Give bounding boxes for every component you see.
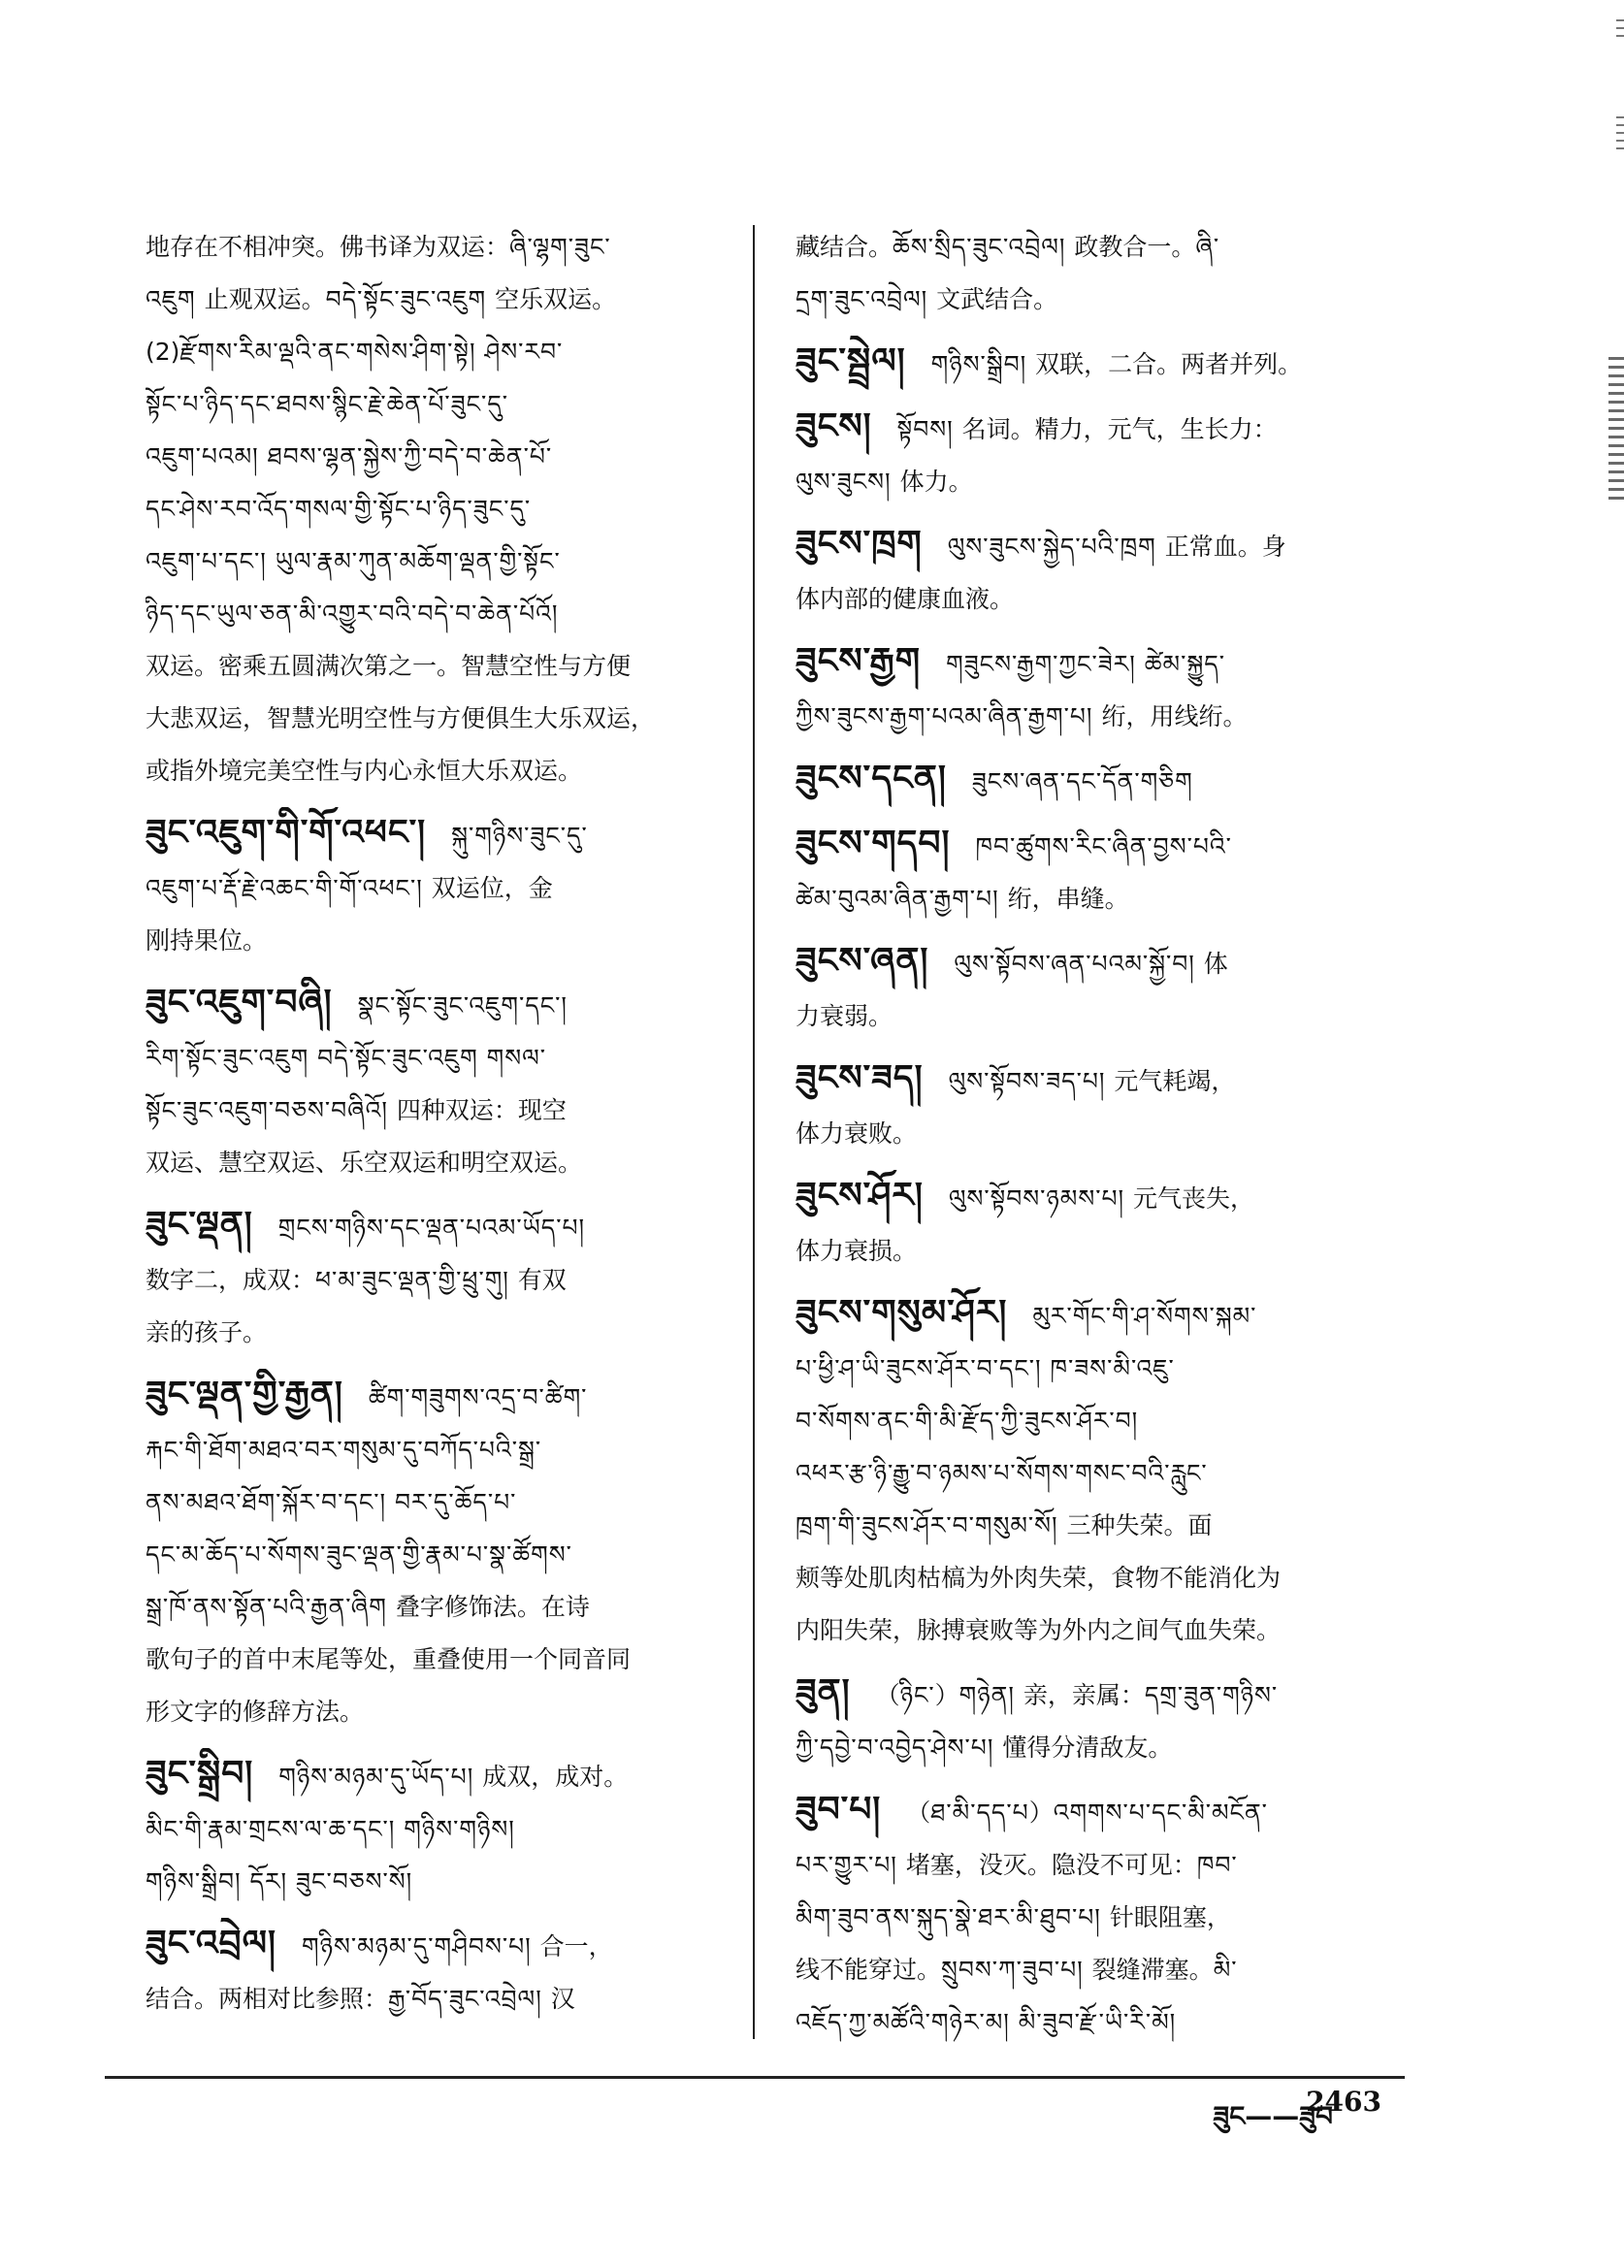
entry-line xyxy=(796,753,1416,808)
entry-line xyxy=(796,818,1416,873)
entry-line xyxy=(796,1170,1416,1225)
entry-line xyxy=(796,1784,1416,1839)
chinese-text: 有双 xyxy=(517,1266,567,1294)
chinese-text: 体 xyxy=(1203,950,1228,978)
scan-edge-marks-top xyxy=(1616,19,1624,43)
tibetan-text: དགྲ་ཟུན་གཉིས་ xyxy=(1144,1681,1279,1709)
tibetan-text: གཉིས་སྒྲིབ། དོར། ཟུང་བཅས་སོ། xyxy=(146,1867,413,1895)
dictionary-entry xyxy=(796,753,1416,808)
tibetan-text: ཀྱིས་ཟུངས་རྒྱག་པའམ་ཞིན་རྒྱག་པ། xyxy=(796,702,1102,730)
headword: ཟུང་ལྡན། xyxy=(146,1205,253,1245)
entry-line xyxy=(146,1199,728,1254)
chinese-text: 形文字的修辞方法。 xyxy=(146,1698,365,1726)
entry-line xyxy=(146,274,728,326)
tibetan-text: དང་ཤེས་རབ་འོད་གསལ་གྱི་སྟོང་པ་ཉིད་ཟུང་དུ་ xyxy=(146,495,532,523)
tibetan-text: ཚིག་གཟུགས་འདྲ་བ་ཚིག་ xyxy=(368,1383,588,1411)
entry-line xyxy=(796,1287,1416,1343)
entry-line xyxy=(146,588,728,640)
tibetan-text: ཁབ་ xyxy=(1196,1851,1238,1879)
tibetan-text: ཚེམ་བུའམ་ཞིན་རྒྱག་པ། xyxy=(796,885,1008,913)
chinese-text: 双运。密乘五圆满次第之一。智慧空性与方便 xyxy=(146,652,632,680)
chinese-text: 亲，亲属： xyxy=(1023,1681,1145,1709)
entry-line xyxy=(796,1722,1416,1774)
headword: ཟུངས་ཤོར། xyxy=(796,1176,924,1215)
tibetan-text: བདེ་སྟོང་ཟུང་འཇུག xyxy=(325,285,496,313)
dictionary-entry xyxy=(146,977,728,1189)
tibetan-text: ཁབ་ཚུགས་རིང་ཞིན་བྱས་པའི་ xyxy=(975,832,1232,860)
tibetan-text: མི་ xyxy=(1213,1956,1238,1984)
dictionary-entry xyxy=(146,1369,728,1738)
chinese-text: 元气耗竭， xyxy=(1114,1067,1236,1095)
tibetan-text: ཕ་མ་ཟུང་ལྡན་གྱི་ཕྲུ་གུ། xyxy=(315,1266,518,1294)
entry-line xyxy=(146,483,728,535)
dictionary-entry xyxy=(796,1053,1416,1160)
entry-line xyxy=(796,1447,1416,1500)
tibetan-text: ཀྱི་དབྱེ་བ་འབྱེད་ཤེས་པ། xyxy=(796,1733,1003,1762)
entry-line xyxy=(146,977,728,1032)
tibetan-text: འཇུག་པ་རྡོ་རྗེ་འཆང་གི་གོ་འཕང་། xyxy=(146,874,432,902)
dictionary-entry xyxy=(796,1287,1416,1657)
entry-line xyxy=(146,326,728,378)
tibetan-text: མིང་གི་རྣམ་གྲངས་ལ་ཆ་དང་། གཉིས་གཉིས། xyxy=(146,1815,515,1843)
chinese-text: 堵塞，没灭。隐没不可见： xyxy=(905,1851,1197,1879)
entry-line xyxy=(146,1581,728,1634)
entry-line xyxy=(146,1085,728,1137)
entry-line xyxy=(796,1343,1416,1395)
tibetan-text: ལུས་སྟོབས་ཞན་པའམ་སྐྱོ་བ། xyxy=(954,950,1204,978)
chinese-text: 颊等处肌肉枯槁为外肉失荣，食物不能消化为 xyxy=(796,1564,1282,1592)
chinese-text: （ xyxy=(875,1681,900,1709)
entry-line xyxy=(146,1254,728,1307)
dictionary-entry xyxy=(796,635,1416,743)
tibetan-text: གཉིས་མཉམ་དུ་གཤིབས་པ། xyxy=(301,1932,540,1960)
headword: ཟུངས་གསུམ་ཤོར། xyxy=(796,1293,1008,1333)
chinese-text: 政教合一。 xyxy=(1074,233,1196,261)
chinese-text: 双运、慧空双运、乐空双运和明空双运。 xyxy=(146,1149,583,1177)
chinese-text: 裂缝滞塞。 xyxy=(1091,1956,1214,1984)
dictionary-entry xyxy=(796,818,1416,925)
chinese-text: 地存在不相冲突。佛书译为双运： xyxy=(146,233,510,261)
dictionary-entry xyxy=(796,1784,1416,2049)
column-divider xyxy=(753,225,755,2039)
dictionary-entry xyxy=(796,401,1416,508)
chinese-text: 数字二，成双： xyxy=(146,1266,316,1294)
chinese-text: 刚持果位。 xyxy=(146,926,268,955)
chinese-text: 叠字修饰法。在诗 xyxy=(395,1593,590,1621)
tibetan-text: རྒྱ་བོད་ཟུང་འབྲེལ། xyxy=(388,1985,551,2013)
entry-line xyxy=(146,1369,728,1424)
entry-line xyxy=(146,431,728,483)
chinese-text: 或指外境完美空性与内心永恒大乐双运。 xyxy=(146,757,583,785)
entry-line xyxy=(146,1476,728,1529)
dictionary-entry xyxy=(146,1199,728,1359)
tibetan-text: གཟུངས་རྒྱག་ཀྱང་ཟེར། ཚེམ་སྐྱུད་ xyxy=(946,650,1225,678)
dictionary-entry xyxy=(796,1170,1416,1278)
tibetan-text: མུར་གོང་གི་ཤ་སོགས་སྐམ་ xyxy=(1032,1302,1257,1330)
entry-line xyxy=(796,1892,1416,1944)
page-number: 2463 xyxy=(1306,2086,1381,2118)
chinese-text: 结合。两相对比参照： xyxy=(146,1985,389,2013)
tibetan-text: ལུས་ཟུངས་སྐྱེད་པའི་ཁྲག xyxy=(947,533,1165,561)
tibetan-text: ཟུངས་ཞན་དང་དོན་གཅིག xyxy=(971,767,1193,795)
headword: ཟུང་ལྡན་གྱི་རྒྱན། xyxy=(146,1375,343,1414)
tibetan-text: ལུས་སྟོབས་ཟད་པ། xyxy=(948,1067,1115,1095)
chinese-text: ） xyxy=(934,1681,959,1709)
tibetan-text: དང་མ་ཆོད་པ་སོགས་ཟུང་ལྡན་གྱི་རྣམ་པ་སྣ་ཚོགས་ xyxy=(146,1540,572,1569)
tibetan-text: ཞི་ xyxy=(1195,233,1220,261)
entry-line xyxy=(796,1604,1416,1657)
chinese-text: 体力衰损。 xyxy=(796,1237,918,1265)
dictionary-entry xyxy=(146,1748,728,1908)
tibetan-text: སྒྲ་ཁོ་ནས་སྟོན་པའི་རྒྱན་ཞིག xyxy=(146,1593,396,1621)
entry-line xyxy=(796,1108,1416,1160)
headword: ཟུངས། xyxy=(796,406,872,446)
entry-line xyxy=(796,518,1416,573)
chinese-text: 双联，二合。两者并列。 xyxy=(1035,350,1303,378)
chinese-text: 双运位，金 xyxy=(431,874,553,902)
continued-entry xyxy=(796,221,1416,326)
tibetan-text: མིག་ཟུབ་ནས་སྐུད་སྣེ་ཐར་མི་ཐུབ་པ། xyxy=(796,1903,1110,1931)
entry-line xyxy=(146,378,728,431)
tibetan-text: སྟོང་པ་ཉིད་དང་ཐབས་སྙིང་རྗེ་ཆེན་པོ་ཟུང་དུ་ xyxy=(146,390,509,418)
tibetan-text: ལུས་སྟོབས་ཉམས་པ། xyxy=(948,1184,1133,1213)
entry-line xyxy=(146,1973,728,2025)
tibetan-text: གྲངས་གཉིས་དང་ལྡན་པའམ་ཡོད་པ། xyxy=(277,1214,586,1242)
dictionary-entry xyxy=(796,336,1416,391)
entry-line xyxy=(146,807,728,862)
entry-line xyxy=(146,1856,728,1908)
dictionary-entry xyxy=(146,1918,728,2025)
headword: ཟུངས་ཁྲག xyxy=(796,524,923,564)
entry-line xyxy=(796,456,1416,508)
entry-line xyxy=(146,1918,728,1973)
tibetan-text: བ་སོགས་ནང་གི་མི་རྫོད་ཀྱི་ཟུངས་ཤོར་བ། xyxy=(796,1407,1139,1435)
tibetan-text: འཇོད་ཀྱ་མཚོའི་གཉེར་མ། མི་ཟུབ་རྫོ་ཡི་རི་མོ། xyxy=(796,2008,1177,2036)
chinese-text: 绗，用线绗。 xyxy=(1101,702,1248,730)
tibetan-text: འཇུག xyxy=(146,285,205,313)
entry-line xyxy=(146,1137,728,1189)
chinese-text: 空乐双运。 xyxy=(495,285,617,313)
headword: ཟུངས་ཟད། xyxy=(796,1058,924,1098)
right-column xyxy=(796,221,1416,2058)
headword: ཟུན། xyxy=(796,1672,851,1712)
tibetan-text: རྐང་གི་ཐོག་མཐའ་བར་གསུམ་དུ་བཀོད་པའི་སྒྲ་ xyxy=(146,1436,542,1464)
chinese-text: 内阳失荣，脉搏衰败等为外内之间气血失荣。 xyxy=(796,1616,1282,1644)
tibetan-text: གཉེན། xyxy=(958,1681,1023,1709)
dictionary-entry xyxy=(796,518,1416,626)
tibetan-text: སྟོབས། xyxy=(896,415,962,443)
tibetan-text: དྲག་ཟུང་འབྲེལ། xyxy=(796,285,937,313)
tibetan-text: གཉིས་སྒྲིབ། xyxy=(930,350,1036,378)
scan-edge-marks xyxy=(1608,357,1624,502)
entry-line xyxy=(146,693,728,745)
entry-line xyxy=(796,1395,1416,1447)
tibetan-text: སྐུ་གཉིས་ཟུང་དུ་ xyxy=(451,822,588,850)
headword: ཟུང་འཇུག་གི་གོ་འཕང་། xyxy=(146,813,427,853)
headword: ཟུངས་དངན། xyxy=(796,759,947,798)
chinese-text: ） xyxy=(1028,1798,1054,1827)
tibetan-text: པ་ཕྱི་ཤ་ཡི་ཟུངས་ཤོར་བ་དང་། ཁ་ཟས་མི་འཇུ་ xyxy=(796,1354,1175,1382)
entry-line xyxy=(146,1803,728,1856)
tibetan-text: ནས་མཐའ་ཐོག་སྐོར་བ་དང་། བར་དུ་ཆོད་པ་ xyxy=(146,1488,517,1516)
chinese-text: 文武结合。 xyxy=(936,285,1058,313)
headword: ཟུངས་རྒྱག xyxy=(796,641,922,681)
headword: ཟུང་འཇུག་བཞི། xyxy=(146,983,333,1022)
chinese-text: 力衰弱。 xyxy=(796,1002,893,1030)
chinese-text: 体力衰败。 xyxy=(796,1119,918,1148)
entry-line xyxy=(796,274,1416,326)
chinese-text: （ xyxy=(906,1798,931,1827)
entry-line xyxy=(146,915,728,967)
chinese-text: 懂得分清敌友。 xyxy=(1002,1733,1173,1762)
tibetan-text: ལུས་ཟུངས། xyxy=(796,468,900,496)
entry-line xyxy=(796,1500,1416,1552)
dictionary-entry xyxy=(796,1667,1416,1774)
headword: ཟུབ་པ། xyxy=(796,1790,882,1830)
entry-line xyxy=(146,862,728,915)
entry-line xyxy=(796,1667,1416,1722)
chinese-text: 合一， xyxy=(539,1932,613,1960)
chinese-text: 体力。 xyxy=(899,468,973,496)
entry-line xyxy=(796,401,1416,456)
chinese-text: 藏结合。 xyxy=(796,233,893,261)
tibetan-text: འཇུག་པ་དང་། ཡུལ་རྣམ་ཀུན་མཆོག་ལྡན་གྱི་སྟོང་ xyxy=(146,547,561,575)
chinese-text: 三种失荣。面 xyxy=(1066,1511,1213,1539)
tibetan-text: ཞི་ལྷག་ཟུང་ xyxy=(509,233,611,261)
dictionary-entry xyxy=(146,807,728,967)
entry-line xyxy=(146,1634,728,1686)
tibetan-text: ཆོས་སྲིད་ཟུང་འབྲེལ། xyxy=(893,233,1075,261)
chinese-text: 歌句子的首中末尾等处，重叠使用一个同音同 xyxy=(146,1645,632,1673)
headword: ཟུང་སྒྲིབ། xyxy=(146,1754,254,1794)
entry-line xyxy=(796,573,1416,626)
entry-line xyxy=(796,1996,1416,2049)
entry-line xyxy=(146,745,728,797)
tibetan-text: སྲུབས་ཀ་ཟུབ་པ། xyxy=(941,1956,1092,1984)
chinese-text: 止观双运。 xyxy=(204,285,326,313)
tibetan-text: འགགས་པ་དང་མི་མངོན་ xyxy=(1053,1798,1268,1827)
tibetan-text: སྣང་སྟོང་ཟུང་འཇུག་དང་། xyxy=(357,991,568,1020)
entry-line xyxy=(796,1225,1416,1278)
entry-line xyxy=(146,535,728,588)
chinese-text: 四种双运：现空 xyxy=(396,1096,567,1124)
entry-line xyxy=(796,1552,1416,1604)
tibetan-text: གཉིས་མཉམ་དུ་ཡོད་པ། xyxy=(278,1763,483,1791)
entry-line xyxy=(146,1424,728,1476)
tibetan-text: ཉིད་དང་ཡུལ་ཅན་མི་འགྱུར་བའི་བདེ་བ་ཆེན་པོའོ། xyxy=(146,599,559,628)
dictionary-entry xyxy=(796,935,1416,1043)
entry-line xyxy=(796,336,1416,391)
chinese-text: 针眼阻塞， xyxy=(1109,1903,1231,1931)
entry-line xyxy=(796,221,1416,274)
tibetan-text: རིག་སྟོང་ཟུང་འཇུག བདེ་སྟོང་ཟུང་འཇུག གསལ་ xyxy=(146,1044,547,1072)
tibetan-text: འཇུག་པའམ། ཐབས་ལྷན་སྐྱེས་ཀྱི་བདེ་བ་ཆེན་པོ་ xyxy=(146,442,553,470)
continued-entry xyxy=(146,221,728,797)
entry-line xyxy=(146,1686,728,1738)
entry-line xyxy=(146,1748,728,1803)
headword: ཟུངས་གདབ། xyxy=(796,824,951,863)
chinese-text: 绗，串缝。 xyxy=(1007,885,1129,913)
entry-line xyxy=(146,1529,728,1581)
entry-line xyxy=(146,221,728,274)
entry-line xyxy=(146,1307,728,1359)
headword: ཟུང་འབྲེལ། xyxy=(146,1924,276,1963)
chinese-text: 大悲双运，智慧光明空性与方便俱生大乐双运， xyxy=(146,704,656,732)
chinese-text: 体内部的健康血液。 xyxy=(796,585,1015,613)
chinese-text: 成双，成对。 xyxy=(482,1763,629,1791)
headword: ཟུངས་ཞན། xyxy=(796,941,929,981)
running-head: ཟུང——ཟུབ xyxy=(1213,2100,1333,2132)
chinese-text: (2) xyxy=(146,338,180,366)
entry-line xyxy=(146,1032,728,1085)
entry-line xyxy=(796,691,1416,743)
chinese-text: 汉 xyxy=(550,1985,575,2013)
tibetan-text: པར་གྱུར་པ། xyxy=(796,1851,906,1879)
left-column xyxy=(146,221,728,2035)
tibetan-text: ཐ་མི་དད་པ xyxy=(930,1798,1029,1827)
tibetan-text: ཉིང་ xyxy=(899,1681,935,1709)
entry-line xyxy=(796,1839,1416,1892)
footer-rule xyxy=(105,2076,1405,2079)
entry-line xyxy=(796,935,1416,990)
entry-line xyxy=(796,873,1416,925)
tibetan-text: སྟོང་ཟུང་འཇུག་བཅས་བཞིའོ། xyxy=(146,1096,397,1124)
entry-line xyxy=(796,1944,1416,1996)
scan-edge-marks-mid xyxy=(1616,116,1624,155)
chinese-text: 正常血。身 xyxy=(1164,533,1286,561)
chinese-text: 线不能穿过。 xyxy=(796,1956,942,1984)
headword: ཟུང་སྦྲེལ། xyxy=(796,341,906,381)
entry-line xyxy=(796,1053,1416,1108)
entry-line xyxy=(146,640,728,693)
entry-line xyxy=(796,990,1416,1043)
chinese-text: 亲的孩子。 xyxy=(146,1318,268,1346)
chinese-text: 元气丧失， xyxy=(1132,1184,1254,1213)
tibetan-text: རྫོགས་རིམ་ལྡའི་ནང་གསེས་ཤིག་སྟེ། ཤེས་རབ་ xyxy=(179,338,564,366)
chinese-text: 名词。精力，元气，生长力： xyxy=(961,415,1278,443)
tibetan-text: འཕར་རྩ་ཉི་རྒྱུ་བ་ཉམས་པ་སོགས་གསང་བའི་རླུང་ xyxy=(796,1459,1208,1487)
tibetan-text: ཁྲག་གི་ཟུངས་ཤོར་བ་གསུམ་སོ། xyxy=(796,1511,1067,1539)
entry-line xyxy=(796,635,1416,691)
